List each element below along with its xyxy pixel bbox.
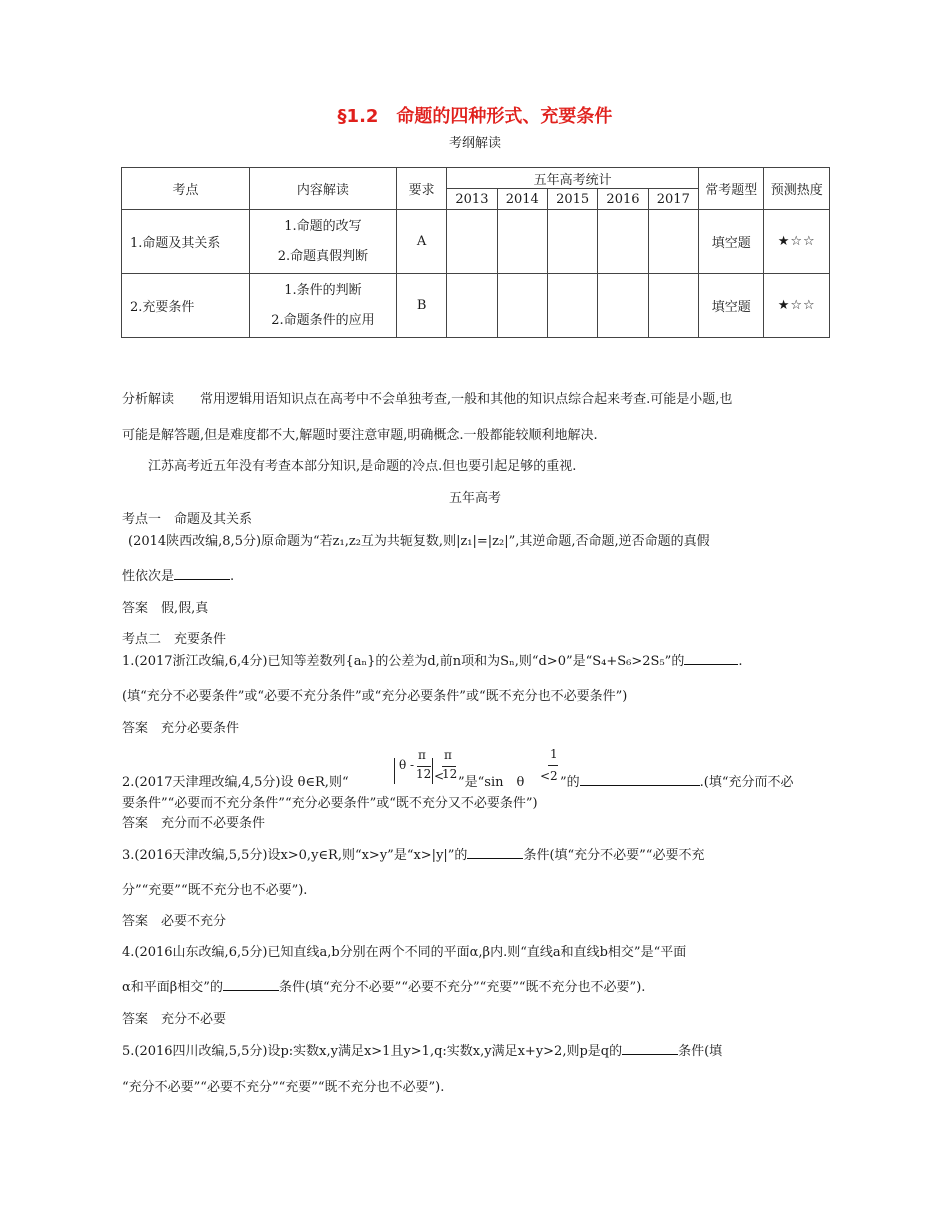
row-requirement: A xyxy=(396,210,446,274)
abs-bar-left xyxy=(394,758,397,784)
math-less-than: < xyxy=(540,769,551,783)
q2-tail: ”的 .(填“充分而不必 xyxy=(560,771,794,790)
row-content-line: 1.条件的判断 xyxy=(284,282,362,298)
kp2-title: 考点二 充要条件 xyxy=(122,632,227,647)
math-theta: θ - xyxy=(399,758,415,772)
row-content xyxy=(249,210,396,274)
math-half-num: 1 xyxy=(550,747,558,761)
answer-blank[interactable] xyxy=(622,1041,678,1055)
row-question-type: 填空题 xyxy=(698,210,763,274)
exam-outline-table xyxy=(121,167,830,338)
analysis-line: 分析解读 常用逻辑用语知识点在高考中不会单独考查,一般和其他的知识点综合起来考查.可能是小题,也 xyxy=(122,392,733,407)
math-less-than: < xyxy=(434,769,445,783)
q4-answer: 答案 充分不必要 xyxy=(122,1012,227,1027)
math-twelve: 12 xyxy=(442,767,458,781)
q5-line2: “充分不必要”“必要不充分”“充要”“既不充分也不必要”). xyxy=(122,1080,445,1095)
q4-line1: 4.(2016山东改编,6,5分)已知直线a,b分别在两个不同的平面α,β内.则“直线a和直线b相交”是“平面 xyxy=(122,945,687,960)
header-question-type: 常考题型 xyxy=(698,168,763,210)
kp1-question-line2: 性依次是 . xyxy=(122,565,234,584)
header-five-year-stats: 五年高考统计 xyxy=(447,168,699,189)
math-pi: π xyxy=(418,748,426,762)
year-cell: 2016 xyxy=(598,189,648,210)
row-requirement: B xyxy=(396,274,446,338)
year-cell: 2015 xyxy=(547,189,597,210)
year-cell: 2013 xyxy=(447,189,497,210)
header-requirement: 要求 xyxy=(396,168,446,210)
q3-line1: 3.(2016天津改编,5,5分)设x>0,y∈R,则“x>y”是“x>|y|”的 条件(填“充分不必要”“必要不充 xyxy=(122,844,704,863)
answer-blank[interactable] xyxy=(684,651,738,665)
header-point: 考点 xyxy=(122,168,250,210)
answer-blank[interactable] xyxy=(174,566,230,580)
q5-line1: 5.(2016四川改编,5,5分)设p:实数x,y满足x>1且y>1,q:实数x,y满足x+y>2,则p是q的 条件(填 xyxy=(122,1040,722,1059)
q2-prefix: 2.(2017天津理改编,4,5分)设 θ∈R,则“ xyxy=(122,775,349,790)
table-row xyxy=(122,274,830,338)
header-content: 内容解读 xyxy=(249,168,396,210)
row-point: 2.充要条件 xyxy=(122,274,250,338)
row-heat-stars: ★☆☆ xyxy=(764,210,830,274)
math-pi: π xyxy=(444,748,452,762)
row-content-line: 1.命题的改写 xyxy=(284,218,362,234)
page-title: §1.2 命题的四种形式、充要条件 xyxy=(337,106,613,127)
q2-answer: 答案 充分而不必要条件 xyxy=(122,816,266,831)
section-title: 五年高考 xyxy=(448,491,501,506)
analysis-line: 江苏高考近五年没有考查本部分知识,是命题的冷点.但也要引起足够的重视. xyxy=(148,459,577,474)
analysis-line: 可能是解答题,但是难度都不大,解题时要注意审题,明确概念.一般都能较顺利地解决. xyxy=(122,428,598,443)
row-heat-stars: ★☆☆ xyxy=(764,274,830,338)
q1-line2: (填“充分不必要条件”或“必要不充分条件”或“充分必要条件”或“既不充分也不必要条件”) xyxy=(122,689,628,704)
kp1-title: 考点一 命题及其关系 xyxy=(122,512,253,527)
row-content-line: 2.命题真假判断 xyxy=(277,248,369,264)
answer-blank[interactable] xyxy=(467,845,523,859)
year-cell: 2014 xyxy=(497,189,547,210)
q1-answer: 答案 充分必要条件 xyxy=(122,721,240,736)
header-forecast-heat: 预测热度 xyxy=(764,168,830,210)
page-subtitle: 考纲解读 xyxy=(448,136,501,151)
answer-blank[interactable] xyxy=(223,977,279,991)
q3-line2: 分”“充要”“既不充分也不必要”). xyxy=(122,883,308,898)
q4-line2: α和平面β相交”的 条件(填“充分不必要”“必要不充分”“充要”“既不充分也不必要”). xyxy=(122,976,645,995)
q2-line2: 要条件”“必要而不充分条件”“充分必要条件”或“既不充分又不必要条件”) xyxy=(122,796,538,811)
math-twelve: 12 xyxy=(416,767,432,781)
q3-answer: 答案 必要不充分 xyxy=(122,914,227,929)
row-point: 1.命题及其关系 xyxy=(122,210,250,274)
year-cell: 2017 xyxy=(648,189,698,210)
answer-blank[interactable] xyxy=(580,772,700,786)
row-question-type: 填空题 xyxy=(698,274,763,338)
kp1-answer: 答案 假,假,真 xyxy=(122,601,209,616)
kp1-question: (2014陕西改编,8,5分)原命题为“若z₁,z₂互为共轭复数,则|z₁|=|z₂|”,其逆命题,否命题,逆否命题的真假 xyxy=(128,534,710,549)
fraction-bar xyxy=(548,765,558,766)
row-content xyxy=(249,274,396,338)
q1-line1: 1.(2017浙江改编,6,4分)已知等差数列{aₙ}的公差为d,前n项和为Sₙ,则“d>0”是“S₄+S₆>2S₅”的 . xyxy=(122,650,742,669)
math-half-den: 2 xyxy=(550,769,558,783)
table-row xyxy=(122,210,830,274)
q2-mid: ”是“sin θ xyxy=(458,775,525,790)
row-content-line: 2.命题条件的应用 xyxy=(271,312,375,328)
